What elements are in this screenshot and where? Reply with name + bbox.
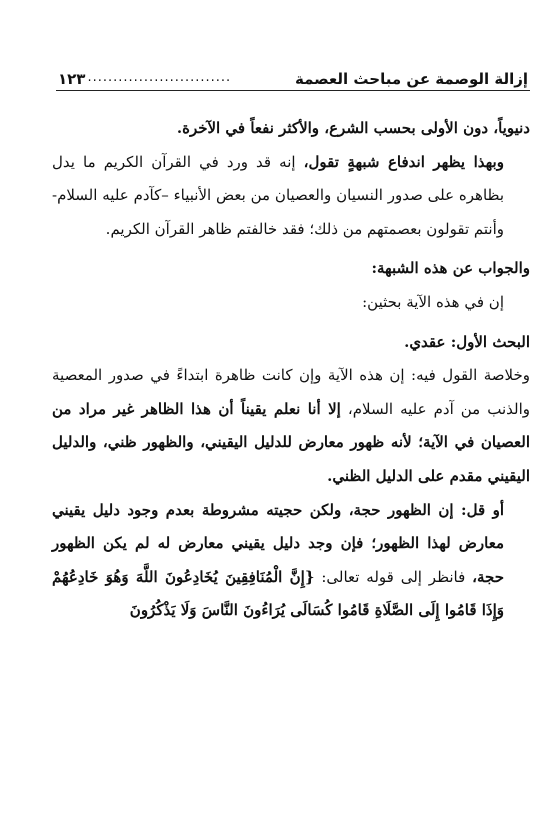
paragraph-or-say xyxy=(52,494,530,628)
paragraph-continuation: دنيوياً، دون الأولى بحسب الشرع، والأكثر نفعاً في الآخرة. xyxy=(176,119,530,137)
first-discussion-heading: البحث الأول: عقدي. xyxy=(404,332,530,351)
paragraph-summary xyxy=(52,359,530,493)
book-title: إزالة الوصمة عن مباحث العصمة xyxy=(294,70,528,88)
two-discussions-intro: إن في هذه الآية بحثين: xyxy=(362,292,504,311)
header-leader-dots: ............................ xyxy=(87,70,232,85)
page-number: ١٢٣ xyxy=(58,70,86,88)
header-rule xyxy=(56,90,530,91)
objection-text: إنه قد ورد في القرآن الكريم ما يدل بظاهره على صدور النسيان والعصيان من بعض الأنبياء –كآدم عليه السلام- وأنتم تقولون بعصمتهم من ذلك؛ فقد خالفتم ظاهر القرآن الكريم. xyxy=(52,152,504,238)
objection-lead: وبهذا يظهر اندفاع شبهةٍ تقول، xyxy=(303,152,504,171)
summary-bold-text: إلا أنا نعلم يقيناً أن هذا الظاهر غير مراد من العصيان في الآية؛ لأنه ظهور معارض للدليل اليقيني، والظهور ظني، والدليل اليقيني مقدم على الدليل الظني. xyxy=(52,399,530,485)
answer-heading: والجواب عن هذه الشبهة: xyxy=(371,259,530,278)
running-header xyxy=(58,56,528,88)
or-say-bold-text: أو قل: إن الظهور حجة، ولكن حجيته مشروطة بعدم وجود دليل يقيني معارض لهذا الظهور؛ فإن وجد دليل يقيني معارض له لم يكن الظهور حجة، xyxy=(52,500,504,586)
summary-text: وخلاصة القول فيه: إن هذه الآية وإن كانت ظاهرة ابتداءً في صدور المعصية والذنب من آدم عليه السلام، xyxy=(52,366,530,418)
or-say-text: فانظر إلى قوله تعالى: xyxy=(314,567,473,586)
page-body xyxy=(52,112,530,628)
paragraph-objection xyxy=(52,146,530,247)
quran-verse: {إِنَّ الْمُنَافِقِينَ يُخَادِعُونَ اللَّهَ وَهُوَ خَادِعُهُمْ وَإِذَا قَامُوا إِلَى الصَّلَاةِ قَامُوا كُسَالَى يُرَاءُونَ النَّاسَ وَلَا يَذْكُرُونَ xyxy=(52,567,504,620)
